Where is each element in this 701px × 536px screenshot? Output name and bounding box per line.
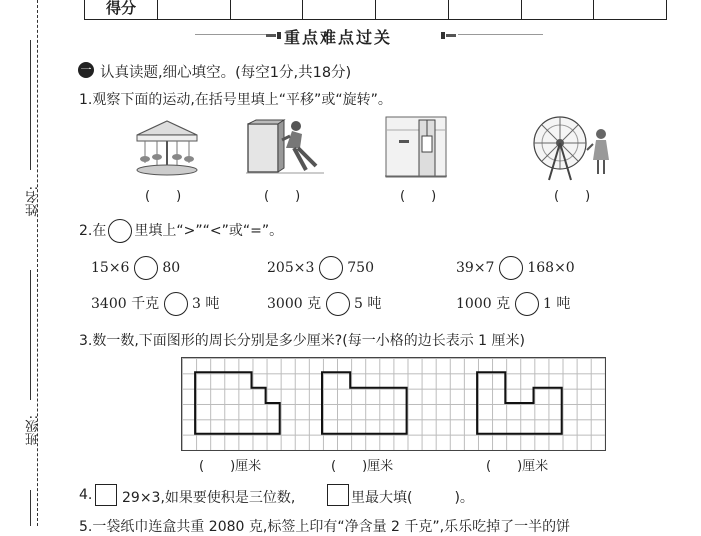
compare-circle[interactable] — [326, 292, 350, 316]
compare-circle[interactable] — [499, 256, 523, 280]
name-underline — [30, 40, 31, 170]
q3-answer[interactable]: ( )厘米 — [331, 459, 394, 474]
q2-item — [267, 256, 374, 280]
grid-shapes — [181, 357, 605, 450]
section-title: 重点难点过关 — [284, 28, 393, 47]
score-table — [84, 0, 667, 20]
q2-left-expr: 3000 克 — [267, 296, 322, 312]
q2-left-expr: 1000 克 — [456, 296, 511, 312]
q5-text: 5.一袋纸巾连盒共重 2080 克,标签上印有“净含量 2 千克”,乐乐吃掉了一半的饼 — [79, 519, 571, 535]
q2-item — [456, 292, 570, 316]
section-deco-icon — [440, 30, 456, 40]
q1-answer-blank[interactable]: ( ) — [554, 189, 591, 204]
score-cell[interactable] — [449, 0, 522, 19]
part-number-badge: 一 — [78, 62, 94, 78]
q2-text — [79, 219, 283, 243]
q1-text: 1.观察下面的运动,在括号里填上“平移”或“旋转”。 — [79, 92, 392, 108]
q2-text-after: 里填上“>”“<”或“=”。 — [134, 223, 284, 239]
q2-right-expr: 5 吨 — [354, 296, 382, 312]
section-deco-icon — [266, 30, 282, 40]
q2-example-circle — [108, 219, 132, 243]
elevator-icon — [385, 116, 447, 178]
q2-left-expr: 205×3 — [267, 260, 315, 276]
shape-2-outline — [322, 372, 407, 433]
pushing-box-icon — [246, 118, 326, 176]
score-cell[interactable] — [158, 0, 231, 19]
q2-right-expr: 1 吨 — [543, 296, 571, 312]
q2-item — [267, 292, 381, 316]
margin-underline — [30, 490, 31, 526]
carousel-icon — [133, 117, 201, 177]
q2-left-expr: 39×7 — [456, 260, 495, 276]
q3-answer[interactable]: ( )厘米 — [486, 459, 549, 474]
class-label: 班级: — [26, 415, 41, 446]
part-title: 认真读题,细心填空。(每空1分,共18分) — [100, 65, 352, 81]
q1-answer-blank[interactable]: ( ) — [145, 189, 182, 204]
q4-number: 4. — [79, 487, 93, 503]
score-cell[interactable] — [303, 0, 376, 19]
section-line-right — [458, 34, 543, 35]
q2-left-expr: 3400 千克 — [91, 296, 160, 312]
score-cell[interactable] — [594, 0, 666, 19]
compare-circle[interactable] — [515, 292, 539, 316]
compare-circle[interactable] — [319, 256, 343, 280]
q4-blank-box[interactable] — [327, 484, 349, 506]
score-label: 得分 — [85, 0, 158, 19]
q2-right-expr: 80 — [162, 260, 181, 276]
score-cell[interactable] — [231, 0, 304, 19]
shape-1-outline — [195, 372, 280, 433]
q2-item — [91, 256, 180, 280]
compare-circle[interactable] — [164, 292, 188, 316]
q4-blank-box[interactable] — [95, 484, 117, 506]
name-label: 姓名: — [26, 186, 41, 217]
q3-text: 3.数一数,下面图形的周长分别是多少厘米?(每一小格的边长表示 1 厘米) — [79, 333, 525, 349]
q2-right-expr: 3 吨 — [192, 296, 220, 312]
score-cell[interactable] — [376, 0, 449, 19]
q4-text-mid: 29×3,如果要使积是三位数, — [122, 490, 296, 506]
shape-3-outline — [477, 372, 562, 433]
binding-dashed-line — [37, 0, 38, 526]
q2-text-before: 2.在 — [79, 223, 107, 239]
class-underline — [30, 270, 31, 400]
q2-right-expr: 750 — [347, 260, 374, 276]
ferris-wheel-icon — [529, 114, 619, 184]
q2-item — [91, 292, 219, 316]
q3-answer[interactable]: ( )厘米 — [199, 459, 262, 474]
q2-item — [456, 256, 575, 280]
score-cell[interactable] — [522, 0, 595, 19]
q1-answer-blank[interactable]: ( ) — [400, 189, 437, 204]
q1-answer-blank[interactable]: ( ) — [264, 189, 301, 204]
q4-text-end: 里最大填( )。 — [351, 490, 474, 506]
q2-right-expr: 168×0 — [527, 260, 575, 276]
compare-circle[interactable] — [134, 256, 158, 280]
section-line-left — [195, 34, 275, 35]
q2-left-expr: 15×6 — [91, 260, 130, 276]
